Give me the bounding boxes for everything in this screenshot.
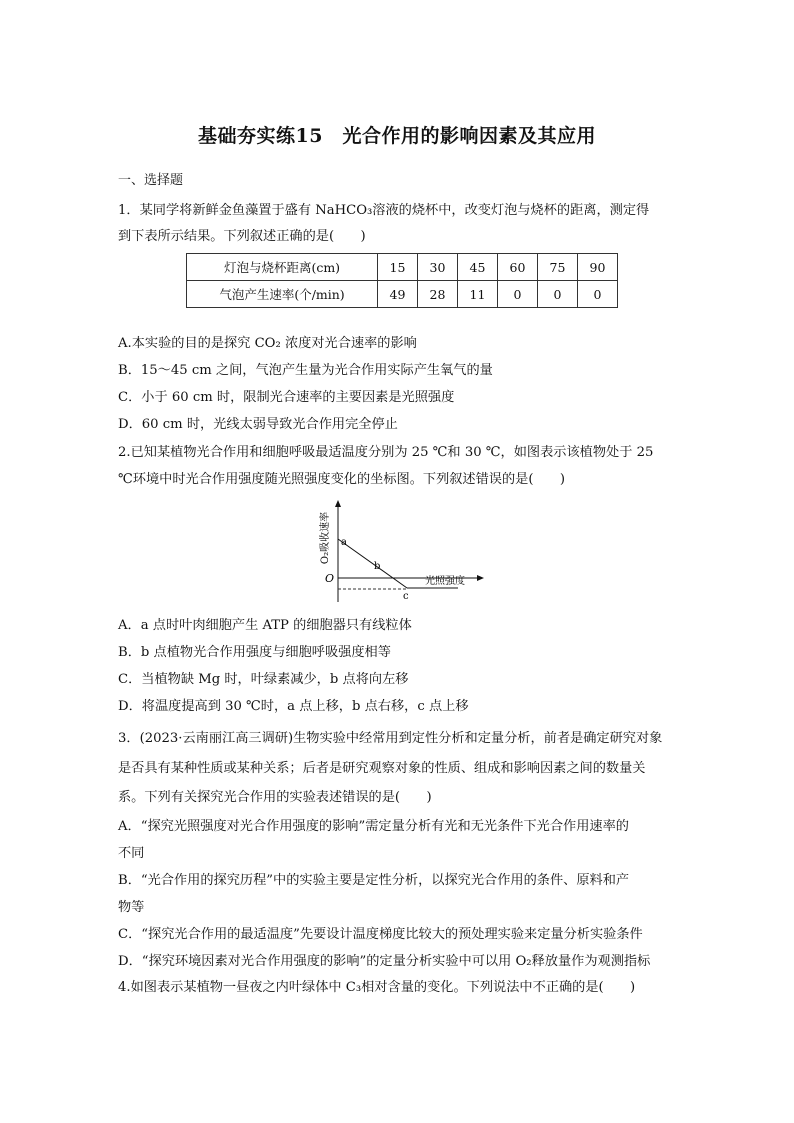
q2-option-d: D．将温度提高到 30 ℃时，a 点上移，b 点右移，c 点上移 <box>118 699 469 714</box>
table-cell: 75 <box>538 254 578 281</box>
q3-option-b-line1: B．“光合作用的探究历程”中的实验主要是定性分析，以探究光合作用的条件、原料和产 <box>118 873 630 888</box>
q3-option-b-line2: 物等 <box>118 900 145 915</box>
q3-stem-line3: 系。下列有关探究光合作用的实验表述错误的是( ) <box>118 790 432 805</box>
q1-stem-line1: 1．某同学将新鲜金鱼藻置于盛有 NaHCO₃溶液的烧杯中，改变灯泡与烧杯的距离，测定得 <box>118 203 650 218</box>
section-label: 一、选择题 <box>118 173 184 188</box>
table-cell: 0 <box>498 281 538 308</box>
q1-stem-line2: 到下表所示结果。下列叙述正确的是( ) <box>118 229 366 244</box>
q2-option-b: B．b 点植物光合作用强度与细胞呼吸强度相等 <box>118 645 391 660</box>
q3-option-c: C．“探究光合作用的最适温度”先要设计温度梯度比较大的预处理实验来定量分析实验条件 <box>118 927 643 942</box>
table-cell: 49 <box>378 281 418 308</box>
q2-graph <box>310 498 490 608</box>
point-a-label: a <box>341 537 347 548</box>
point-b-label: b <box>374 561 381 572</box>
table-row <box>187 281 618 308</box>
table-cell: 0 <box>538 281 578 308</box>
q1-option-a: A.本实验的目的是探究 CO₂ 浓度对光合速率的影响 <box>118 336 417 351</box>
q2-option-c: C．当植物缺 Mg 时，叶绿素减少，b 点将向左移 <box>118 672 409 687</box>
q1-option-d: D．60 cm 时，光线太弱导致光合作用完全停止 <box>118 417 398 432</box>
table-cell: 45 <box>458 254 498 281</box>
q2-option-a: A．a 点时叶肉细胞产生 ATP 的细胞器只有线粒体 <box>118 618 412 633</box>
q1-option-b: B．15～45 cm 之间，气泡产生量为光合作用实际产生氧气的量 <box>118 363 493 378</box>
table-cell: 11 <box>458 281 498 308</box>
table-cell: 30 <box>418 254 458 281</box>
x-axis-label: 光照强度 <box>425 576 465 587</box>
q1-option-c: C．小于 60 cm 时，限制光合速率的主要因素是光照强度 <box>118 390 455 405</box>
point-c-label: c <box>403 591 409 602</box>
y-axis-label: O₂吸收速率 <box>320 511 331 565</box>
curve-line <box>338 539 407 588</box>
table-cell: 60 <box>498 254 538 281</box>
table-row <box>187 254 618 281</box>
q4-stem-line1: 4.如图表示某植物一昼夜之内叶绿体中 C₃相对含量的变化。下列说法中不正确的是( ) <box>118 980 636 995</box>
q1-data-table <box>186 253 618 308</box>
origin-label: O <box>325 572 335 585</box>
q3-stem-line2: 是否具有某种性质或某种关系；后者是研究观察对象的性质、组成和影响因素之间的数量关 <box>118 761 646 776</box>
q2-stem-line1: 2.已知某植物光合作用和细胞呼吸最适温度分别为 25 ℃和 30 ℃，如图表示该植物处于 25 <box>118 445 654 460</box>
table-row-label: 气泡产生速率(个/min) <box>187 281 378 308</box>
table-cell: 0 <box>578 281 618 308</box>
table-cell: 90 <box>578 254 618 281</box>
page-title: 基础夯实练15 光合作用的影响因素及其应用 <box>198 125 596 147</box>
q3-option-a-line1: A．“探究光照强度对光合作用强度的影响”需定量分析有光和无光条件下光合作用速率的 <box>118 819 629 834</box>
table-row-label: 灯泡与烧杯距离(cm) <box>187 254 378 281</box>
q3-stem-line1: 3．(2023·云南丽江高三调研)生物实验中经常用到定性分析和定量分析，前者是确定研究对象 <box>118 731 663 746</box>
x-axis-arrow <box>477 575 484 581</box>
y-axis-arrow <box>335 500 341 507</box>
table-cell: 15 <box>378 254 418 281</box>
table-cell: 28 <box>418 281 458 308</box>
q2-stem-line2: ℃环境中时光合作用强度随光照强度变化的坐标图。下列叙述错误的是( ) <box>118 472 566 487</box>
q3-option-a-line2: 不同 <box>118 846 145 861</box>
q3-option-d: D．“探究环境因素对光合作用强度的影响”的定量分析实验中可以用 O₂释放量作为观测指标 <box>118 954 651 969</box>
